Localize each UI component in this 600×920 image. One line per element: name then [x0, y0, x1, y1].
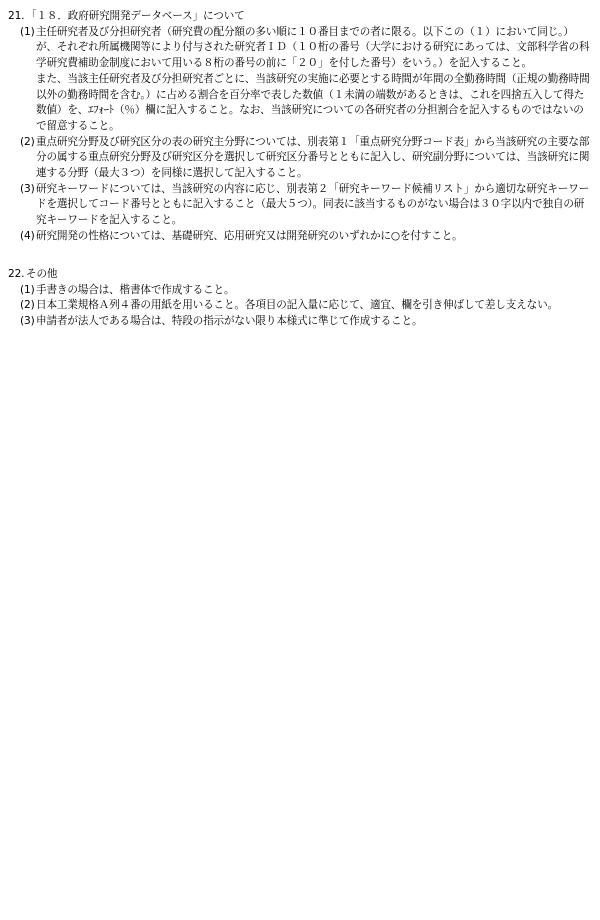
item-marker: (1) — [20, 283, 35, 296]
item-paragraph: 研究キーワードについては、当該研究の内容に応じ、別表第２「研究キーワード候補リスト」から適切な研究キーワードを選択してコード番号とともに記入すること（最大５つ）。同表に該当するものがない場合は３０字以内で独自の研究キーワードを記入すること。 — [36, 182, 590, 227]
item-body — [36, 229, 594, 245]
section-21-item-4 — [20, 229, 594, 245]
item-paragraph: 主任研究者及び分担研究者（研究費の配分額の多い順に１０番目までの者に限る。以下この（１）において同じ。）が、それぞれ所属機関等により付与された研究者ＩＤ（１０桁の番号（大学における研究にあっては、文部科学省の科学研究費補助金制度において用いる８桁の番号の前に「２０」を付した番号）をいう。）を記入すること。 — [36, 25, 590, 70]
section-22-heading — [8, 267, 594, 283]
item-marker: (2) — [20, 135, 35, 148]
item-marker: (3) — [20, 182, 35, 195]
item-marker: (1) — [20, 25, 35, 38]
item-body — [36, 314, 594, 330]
item-body — [36, 25, 594, 135]
item-marker: (2) — [20, 299, 35, 312]
section-21-heading — [8, 9, 594, 25]
section-22-item-3 — [20, 314, 594, 330]
item-marker: (3) — [20, 315, 35, 328]
item-paragraph: 重点研究分野及び研究区分の表の研究主分野については、別表第１「重点研究分野コード表」から当該研究の主要な部分の属する重点研究分野及び研究区分を選択して研究区分番号とともに記入し、研究副分野については、当該研究に関連する分野（最大３つ）を同様に選択して記入すること。 — [36, 135, 590, 180]
section-number: 21. — [8, 10, 25, 22]
item-body — [36, 298, 594, 314]
item-paragraph: 研究開発の性格については、基礎研究、応用研究又は開発研究のいずれかに○を付すこと。 — [36, 229, 463, 242]
item-paragraph: また、当該主任研究者及び分担研究者ごとに、当該研究の実施に必要とする時間が年間の全勤務時間（正規の勤務時間以外の勤務時間を含む。）に占める割合を百分率で表した数値（１未満の端数があるときは、これを四捨五入して得た数値）を、ｴﾌｫｰﾄ（％）欄に記入すること。なお、当該研究についての各研究者の分担割合を記入するものではないので留意すること。 — [36, 72, 590, 132]
item-body — [36, 283, 594, 299]
item-paragraph: 手書きの場合は、楷書体で作成すること。 — [36, 283, 235, 296]
item-body — [36, 135, 594, 182]
item-paragraph: 日本工業規格Ａ列４番の用紙を用いること。各項目の記入量に応じて、適宜、欄を引き伸ばして差し支えない。 — [36, 299, 558, 312]
section-22 — [8, 267, 594, 330]
section-title: 「１８．政府研究開発データベース」について — [26, 10, 245, 22]
section-21-item-1 — [20, 25, 594, 135]
section-22-item-1 — [20, 283, 594, 299]
item-marker: (4) — [20, 229, 35, 242]
section-title: その他 — [26, 268, 58, 280]
item-paragraph: 申請者が法人である場合は、特段の指示がない限り本様式に準じて作成すること。 — [36, 315, 423, 328]
section-22-item-2 — [20, 298, 594, 314]
section-number: 22. — [8, 268, 25, 280]
section-21-item-2 — [20, 135, 594, 182]
item-body — [36, 182, 594, 229]
section-21 — [8, 9, 594, 245]
section-21-item-3 — [20, 182, 594, 229]
